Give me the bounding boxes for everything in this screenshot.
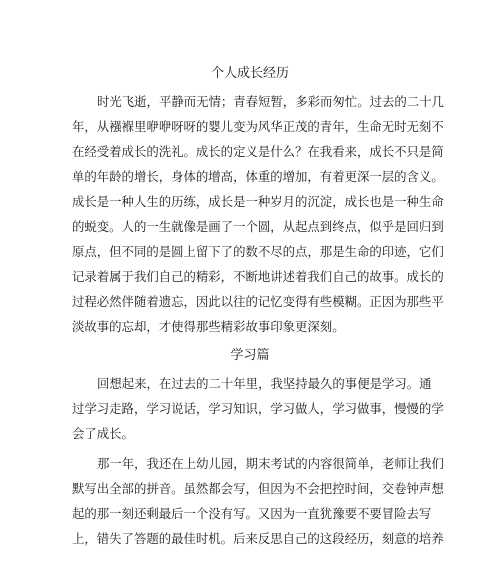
paragraph-line: 默写出全部的拼音。虽然都会写，但因为不会把控时间，交卷钟声想 xyxy=(72,481,444,496)
paragraph-line: 的蜕变。人的一生就像是画了一个圆，从起点到终点，似乎是回归到 xyxy=(72,219,444,234)
paragraph-line: 单的年龄的增长，身体的增高，体重的增加，有着更深一层的含义。 xyxy=(72,169,444,184)
paragraph-line: 记录着属于我们自己的精彩，不断地讲述着我们自己的故事。成长的 xyxy=(72,269,444,284)
section-title: 学习篇 xyxy=(230,348,270,363)
paragraph-line: 淡故事的忘却，才使得那些精彩故事印象更深刻。 xyxy=(72,319,345,334)
paragraph-line: 上，错失了答题的最佳时机。后来反思自己的这段经历，刻意的培养 xyxy=(72,531,444,546)
paragraph-line: 过学习走路，学习说话，学习知识，学习做人，学习做事，慢慢的学 xyxy=(72,401,444,416)
paragraph-line: 回想起来，在过去的二十年里，我坚持最久的事便是学习。通 xyxy=(97,376,432,391)
paragraph-line: 起的那一刻还剩最后一个没有写。又因为一直犹豫要不要冒险去写 xyxy=(72,506,432,521)
paragraph-line: 会了成长。 xyxy=(72,426,134,441)
paragraph-line: 原点，但不同的是圆上留下了的数不尽的点，那是生命的印迹，它们 xyxy=(72,244,444,259)
document-title: 个人成长经历 xyxy=(210,66,289,81)
paragraph-line: 时光飞逝，平静而无情；青春短暂，多彩而匆忙。过去的二十几 xyxy=(97,94,444,109)
paragraph-line: 成长是一种人生的历练，成长是一种岁月的沉淀，成长也是一种生命 xyxy=(72,194,444,209)
paragraph-line: 在经受着成长的洗礼。成长的定义是什么？在我看来，成长不只是简 xyxy=(72,144,444,159)
paragraph-line: 那一年，我还在上幼儿园，期末考试的内容很简单，老师让我们 xyxy=(97,456,444,471)
paragraph-line: 过程必然伴随着遗忘，因此以往的记忆变得有些模糊。正因为那些平 xyxy=(72,294,444,309)
paragraph-line: 年，从襁褓里咿咿呀呀的婴儿变为风华正茂的青年，生命无时无刻不 xyxy=(72,119,444,134)
